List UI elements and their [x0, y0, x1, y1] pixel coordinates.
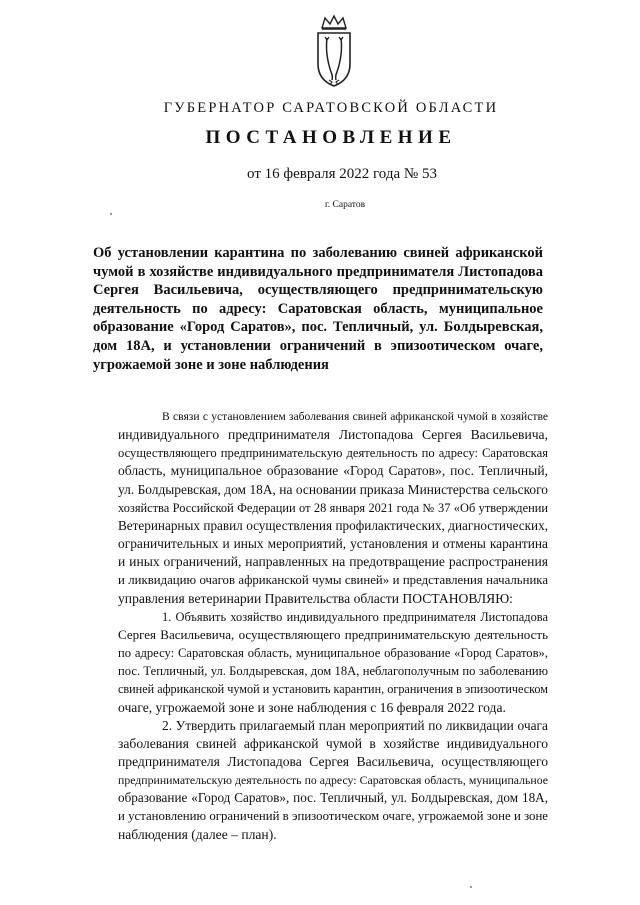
clause-2-line: предпринимательскую деятельность по адресу: Саратовская область, муниципальное: [118, 773, 548, 788]
body-line: индивидуального предпринимателя Листопадова Сергея Васильевича,: [118, 427, 548, 443]
clause-2-line: образование «Город Саратов», пос. Тепличный, ул. Болдыревская, дом 18А,: [118, 790, 548, 806]
clause-1-line: свиней африканской чумой и установить карантин, ограничения в эпизоотическом: [118, 682, 548, 697]
clause-2-line: наблюдения (далее – план).: [118, 826, 277, 842]
clause-1-line: 1. Объявить хозяйство индивидуального предпринимателя Листопадова: [162, 609, 548, 624]
body-line: ул. Болдыревская, дом 18А, на основании приказа Министерства сельского: [118, 481, 548, 497]
title-line: угрожаемой зоне и зоне наблюдения: [93, 356, 329, 373]
document-city: г. Саратов: [324, 200, 366, 210]
document-body: [118, 408, 548, 844]
clause-1-line: Сергея Васильевича, осуществляющего предпринимательскую деятельность: [118, 626, 548, 642]
document-type-heading: ПОСТАНОВЛЕНИЕ: [205, 127, 457, 148]
body-line: хозяйства Российской Федерации от 28 января 2021 года № 37 «Об утверждении: [118, 500, 548, 515]
title-line: чумой в хозяйстве индивидуального предпринимателя Листопадова: [93, 263, 543, 280]
clause-2-line: 2. Утвердить прилагаемый план мероприятий по ликвидации очага: [162, 717, 548, 733]
title-line: дом 18А, и установлении ограничений в эпизоотическом очаге,: [93, 337, 543, 354]
document-title: [93, 244, 543, 374]
body-line: и ликвидацию очагов африканской чумы свиней» и представления начальника: [118, 573, 548, 588]
body-line: управления ветеринарии Правительства области ПОСТАНОВЛЯЮ:: [118, 590, 513, 606]
clause-2-line: предпринимателя Листопадова Сергея Васильевича, осуществляющего: [118, 753, 548, 769]
clause-2-line: и установлению ограничений в эпизоотическом очаге, угрожаемой зоне и зоне: [118, 809, 548, 824]
clause-1-line: пос. Тепличный, ул. Болдыревская, дом 18А, неблагополучным по заболеванию: [118, 664, 548, 679]
document-date-number: от 16 февраля 2022 года № 53: [247, 166, 437, 182]
title-line: образование «Город Саратов», пос. Тепличный, ул. Болдыревская,: [93, 319, 543, 336]
body-line: ограничительных и иных мероприятий, установления и отмены карантина: [118, 536, 548, 552]
clause-1-line: по адресу: Саратовская область, муниципальное образование «Город Саратов»,: [118, 646, 548, 661]
body-line: осуществляющего предпринимательскую деятельность по адресу: Саратовская: [118, 446, 548, 461]
body-line: Ветеринарных правил осуществления профилактических, диагностических,: [118, 517, 548, 533]
clause-2-line: заболевания свиней африканской чумой в хозяйстве индивидуального: [118, 735, 548, 751]
scan-speck: [470, 886, 472, 888]
clause-1-line: очаге, угрожаемой зоне и зоне наблюдения с 16 февраля 2022 года.: [118, 699, 506, 715]
saratov-coat-of-arms-icon: [312, 14, 356, 90]
scan-speck: [110, 213, 112, 215]
body-line: область, муниципальное образование «Город Саратов», пос. Тепличный,: [118, 463, 548, 479]
title-line: Сергея Васильевича, осуществляющего предпринимательскую: [93, 282, 543, 299]
body-line: и иных ограничений, направленных на предотвращение распространения: [118, 554, 548, 570]
issuer-title: ГУБЕРНАТОР САРАТОВСКОЙ ОБЛАСТИ: [163, 100, 499, 116]
title-line: Об установлении карантина по заболеванию свиней африканской: [93, 245, 543, 261]
title-line: деятельность по адресу: Саратовская область, муниципальное: [93, 300, 543, 317]
body-line: В связи с установлением заболевания свиней африканской чумой в хозяйстве: [162, 410, 548, 423]
